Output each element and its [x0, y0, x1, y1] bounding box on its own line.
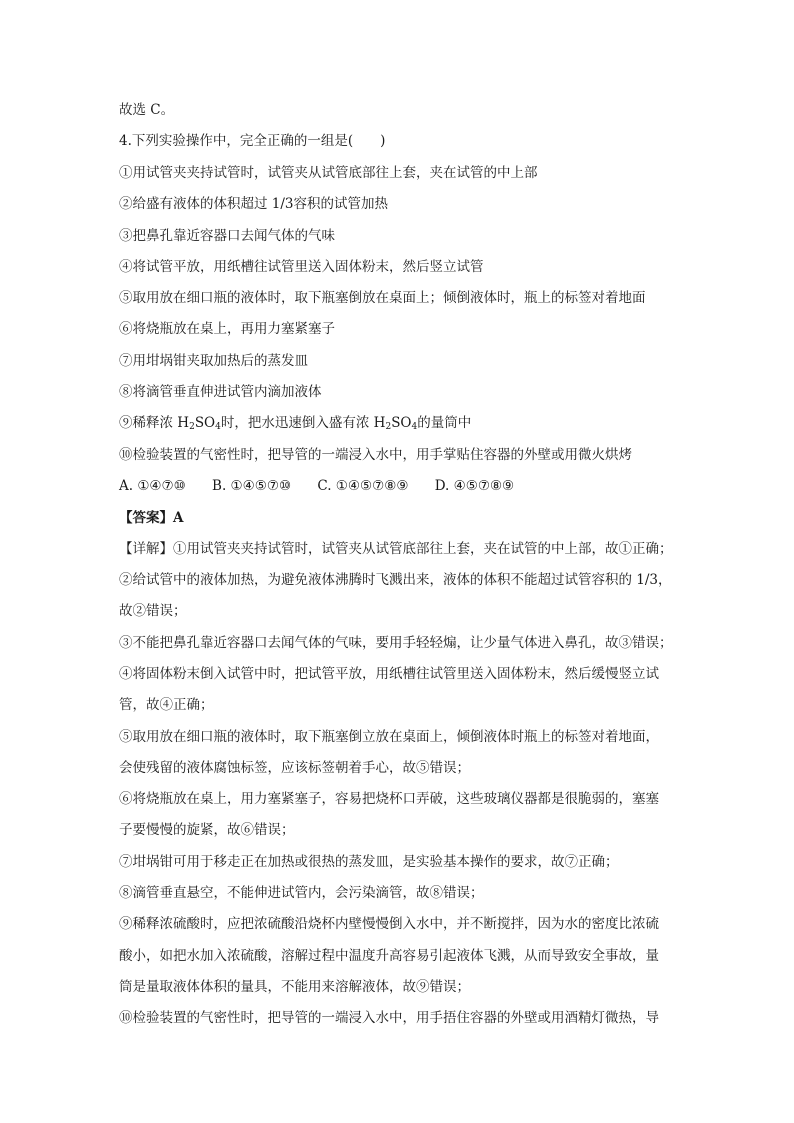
- explanation-line: ⑩检验装置的气密性时，把导管的一端浸入水中，用手捂住容器的外壁或用酒精灯微热，导: [119, 1010, 659, 1026]
- answer-options: [119, 476, 679, 496]
- answer-label: 【答案】A: [119, 510, 184, 526]
- option-a: A. ①④⑦⑩: [119, 478, 186, 494]
- question-stem: 4.下列实验操作中，完全正确的一组是( ): [119, 133, 386, 149]
- question-item-8: ⑧将滴管垂直伸进试管内滴加液体: [119, 384, 322, 400]
- question-item-5: ⑤取用放在细口瓶的液体时，取下瓶塞倒放在桌面上；倾倒液体时，瓶上的标签对着地面: [119, 290, 646, 306]
- explanation-line: 故②错误；: [119, 603, 187, 619]
- explanation-line: 筒是量取液体体积的量具，不能用来溶解液体，故⑨错误；: [119, 979, 470, 995]
- explanation-line: ③不能把鼻孔靠近容器口去闻气体的气味，要用手轻轻煽，让少量气体进入鼻孔，故③错误；: [119, 635, 673, 651]
- explanation-line: ⑨稀释浓硫酸时，应把浓硫酸沿烧杯内壁慢慢倒入水中，并不断搅拌，因为水的密度比浓硫: [119, 916, 659, 932]
- explanation-line: 酸小，如把水加入浓硫酸，溶解过程中温度升高容易引起液体飞溅，从而导致安全事故，量: [119, 948, 659, 964]
- explanation-line: ⑧滴管垂直悬空，不能伸进试管内，会污染滴管，故⑧错误；: [119, 885, 484, 901]
- explanation-line: ⑥将烧瓶放在桌上，用力塞紧塞子，容易把烧杯口弄破，这些玻璃仪器都是很脆弱的，塞塞: [119, 791, 659, 807]
- option-c: C. ①④⑤⑦⑧⑨: [317, 478, 409, 494]
- explanation-line: ②给试管中的液体加热，为避免液体沸腾时飞溅出来，液体的体积不能超过试管容积的 1/3，: [119, 572, 672, 588]
- question-item-2: ②给盛有液体的体积超过 1/3容积的试管加热: [119, 196, 389, 212]
- question-item-4: ④将试管平放，用纸槽往试管里送入固体粉末，然后竖立试管: [119, 259, 484, 275]
- explanation-line: ④将固体粉末倒入试管中时，把试管平放，用纸槽往试管里送入固体粉末，然后缓慢竖立试: [119, 666, 659, 682]
- option-b: B. ①④⑤⑦⑩: [212, 478, 292, 494]
- question-item-10: ⑩检验装置的气密性时，把导管的一端浸入水中，用手掌贴住容器的外壁或用微火烘烤: [119, 447, 632, 463]
- explanation-line: 【详解】①用试管夹夹持试管时，试管夹从试管底部往上套，夹在试管的中上部，故①正确；: [119, 541, 673, 557]
- question-item-6: ⑥将烧瓶放在桌上，再用力塞紧塞子: [119, 321, 335, 337]
- question-item-9: ⑨稀释浓 $H_2SO_4$时，把水迅速倒入盛有浓 $H_2SO_4$的量筒中: [119, 415, 472, 432]
- question-item-7: ⑦用坩埚钳夹取加热后的蒸发皿: [119, 353, 308, 369]
- option-d: D. ④⑤⑦⑧⑨: [434, 478, 515, 494]
- explanation-line: 管，故④正确；: [119, 697, 214, 713]
- question-item-1: ①用试管夹夹持试管时，试管夹从试管底部往上套，夹在试管的中上部: [119, 165, 538, 181]
- previous-conclusion: 故选 C。: [119, 102, 175, 118]
- explanation-line: ⑦坩埚钳可用于移走正在加热或很热的蒸发皿，是实验基本操作的要求，故⑦正确；: [119, 854, 619, 870]
- question-item-3: ③把鼻孔靠近容器口去闻气体的气味: [119, 228, 335, 244]
- explanation-line: 子要慢慢的旋紧，故⑥错误；: [119, 822, 295, 838]
- explanation-line: ⑤取用放在细口瓶的液体时，取下瓶塞倒立放在桌面上，倾倒液体时瓶上的标签对着地面，: [119, 729, 659, 745]
- explanation-line: 会使残留的液体腐蚀标签，应该标签朝着手心，故⑤错误；: [119, 760, 470, 776]
